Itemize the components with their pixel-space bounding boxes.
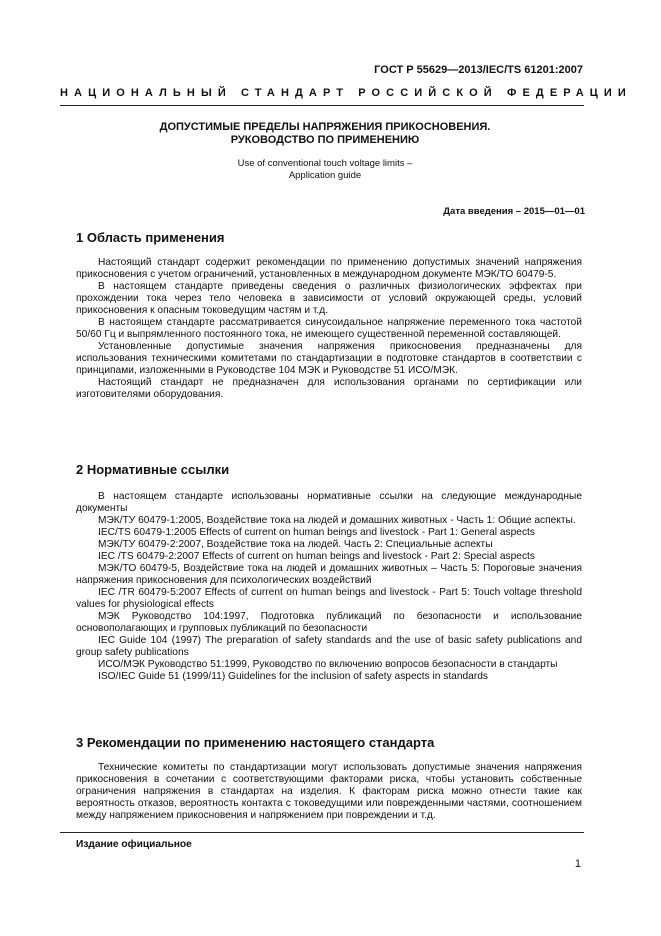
section-1-paragraph bbox=[76, 281, 582, 317]
footer-rule bbox=[60, 832, 584, 833]
reference-item bbox=[76, 563, 582, 587]
paragraph-text: В настоящем стандарте рассматривается синусоидальное напряжение переменного тока частотой 50/60 Гц и выпрямленного постоянного тока, не имеющего существенной переменной составляющей. bbox=[76, 317, 582, 340]
paragraph-text: МЭК Руководство 104:1997, Подготовка публикаций по безопасности и использование основополагающих и групповых публикаций по безопасности bbox=[76, 611, 582, 634]
paragraph-text: Технические комитеты по стандартизации могут использовать допустимые значения напряжения прикосновения в сочетании с соответствующими факторами риска, чтобы установить собственные ограничения напряжения в стандартах на изделия. К факторам риска можно отнести такие как вероятность отказов, вероятность контакта с токоведущими или поврежденными частями, соотношением между напряжением прикосновения и напряжением при повреждении и т.д. bbox=[76, 762, 582, 821]
reference-item bbox=[76, 671, 582, 683]
paragraph-text: В настоящем стандарте использованы нормативные ссылки на следующие международные документы bbox=[76, 491, 582, 514]
section-2-body bbox=[76, 491, 582, 683]
section-1-paragraph bbox=[76, 257, 582, 281]
paragraph-text: МЭК/ТО 60479-5, Воздействие тока на людей и домашних животных – Часть 5: Пороговые значения напряжения прикосновения для психологических воздействий bbox=[76, 563, 582, 586]
section-1-heading: 1 Область применения bbox=[76, 230, 225, 245]
header-rule bbox=[60, 105, 584, 106]
reference-item bbox=[76, 635, 582, 659]
section-3-body bbox=[76, 762, 582, 822]
introduction-date: Дата введения – 2015—01—01 bbox=[443, 206, 585, 217]
paragraph-text: Установленные допустимые значения напряжения прикосновения предназначены для использования техническими комитетами по стандартизации в подготовке стандартов в соответствии с принципами, изложенными в Руководстве 104 МЭК и Руководстве 51 ИСО/МЭК. bbox=[76, 341, 582, 376]
paragraph-text: В настоящем стандарте приведены сведения о различных физиологических эффектах при прохождении тока через тело человека в зависимости от условий окружающей среды, условий прикосновения к опасным токоведущим частям и т.д. bbox=[76, 281, 582, 316]
section-2-heading: 2 Нормативные ссылки bbox=[76, 462, 230, 477]
reference-item bbox=[76, 539, 582, 551]
section-1-body bbox=[76, 257, 582, 401]
paragraph-text: Настоящий стандарт не предназначен для использования органами по сертификации или изготовителями оборудования. bbox=[76, 377, 582, 400]
edition-label: Издание официальное bbox=[76, 839, 192, 850]
paragraph-text: IEC /TS 60479-2:2007 Effects of current on human beings and livestock - Part 2: Special aspects bbox=[98, 551, 535, 562]
document-title bbox=[90, 121, 560, 147]
page-number: 1 bbox=[574, 858, 581, 870]
paragraph-text: МЭК/ТУ 60479-1:2005, Воздействие тока на людей и домашних животных - Часть 1: Общие аспекты. bbox=[98, 515, 576, 526]
paragraph-text: IEC Guide 104 (1997) The preparation of safety standards and the use of basic safety publications and group safety publications bbox=[76, 635, 582, 658]
reference-item bbox=[76, 659, 582, 671]
english-title bbox=[150, 158, 500, 181]
title-line-1: ДОПУСТИМЫЕ ПРЕДЕЛЫ НАПРЯЖЕНИЯ ПРИКОСНОВЕНИЯ. bbox=[159, 121, 491, 133]
paragraph-text: ISO/IEC Guide 51 (1999/11) Guidelines for the inclusion of safety aspects in standards bbox=[98, 671, 488, 682]
paragraph-text: IEC/TS 60479-1:2005 Effects of current on human beings and livestock - Part 1: General aspects bbox=[98, 527, 535, 538]
paragraph-text: ИСО/МЭК Руководство 51:1999, Руководство по включению вопросов безопасности в стандарты bbox=[98, 659, 558, 670]
title-line-2: РУКОВОДСТВО ПО ПРИМЕНЕНИЮ bbox=[230, 134, 420, 146]
reference-item bbox=[76, 587, 582, 611]
paragraph-text: IEC /TR 60479-5:2007 Effects of current on human beings and livestock - Part 5: Touch voltage threshold values for physiological effects bbox=[76, 587, 582, 610]
section-1-paragraph bbox=[76, 317, 582, 341]
paragraph-text: МЭК/ТУ 60479-2:2007, Воздействие тока на людей. Часть 2: Специальные аспекты bbox=[98, 539, 493, 550]
reference-item bbox=[76, 491, 582, 515]
english-title-line-2: Application guide bbox=[288, 169, 362, 181]
standard-designation: ГОСТ Р 55629—2013/IEC/TS 61201:2007 bbox=[374, 64, 583, 76]
national-standard-banner: НАЦИОНАЛЬНЫЙ СТАНДАРТ РОССИЙСКОЙ ФЕДЕРАЦИИ bbox=[60, 87, 632, 99]
section-1-paragraph bbox=[76, 377, 582, 401]
reference-item bbox=[76, 527, 582, 539]
reference-item bbox=[76, 515, 582, 527]
paragraph-text: Настоящий стандарт содержит рекомендации по применению допустимых значений напряжения прикосновения с учетом ограничений, установленных в международном документе МЭК/ТО 60479-5. bbox=[76, 257, 582, 280]
section-3-heading: 3 Рекомендации по применению настоящего стандарта bbox=[76, 735, 435, 750]
section-3-paragraph bbox=[76, 762, 582, 822]
english-title-line-1: Use of conventional touch voltage limits – bbox=[237, 158, 413, 169]
reference-item bbox=[76, 551, 582, 563]
reference-item bbox=[76, 611, 582, 635]
section-1-paragraph bbox=[76, 341, 582, 377]
